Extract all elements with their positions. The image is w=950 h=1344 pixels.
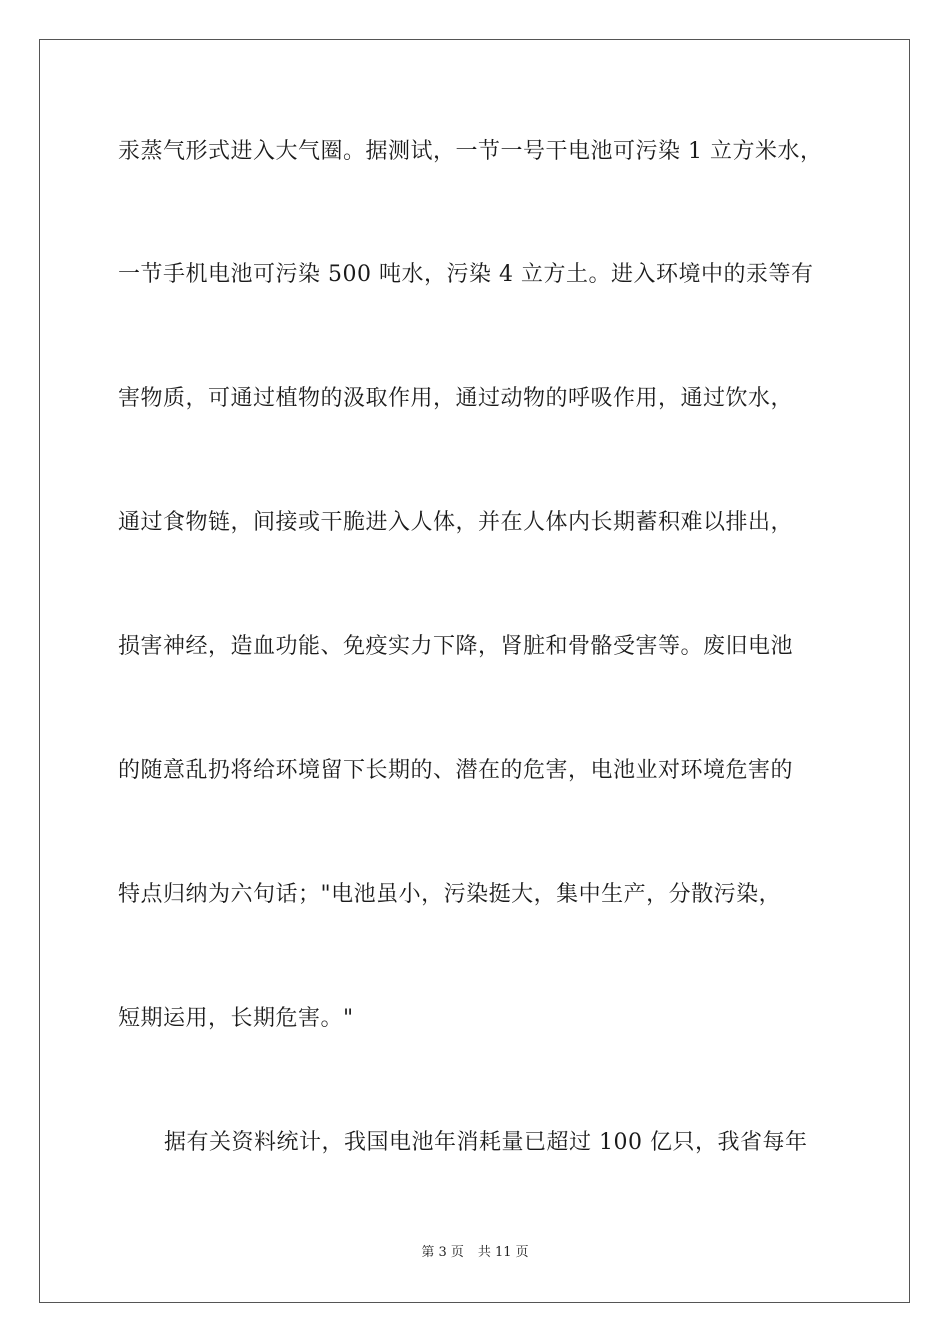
paragraph-line: 汞蒸气形式进入大气圈。据测试，一节一号干电池可污染 1 立方米水， — [118, 139, 823, 164]
paragraph-first-line: 据有关资料统计，我国电池年消耗量已超过 100 亿只，我省每年 — [164, 1130, 808, 1155]
page-footer — [0, 1245, 950, 1261]
paragraph-line: 害物质，可通过植物的汲取作用，通过动物的呼吸作用，通过饮水， — [118, 386, 794, 411]
page-number: 第 3 页 — [421, 1245, 464, 1260]
paragraph-line: 损害神经，造血功能、免疫实力下降，肾脏和骨骼受害等。废旧电池 — [118, 634, 794, 659]
paragraph-line: 短期运用，长期危害。" — [118, 1006, 354, 1031]
paragraph-line: 一节手机电池可污染 500 吨水，污染 4 立方土。进入环境中的汞等有 — [118, 262, 814, 287]
page-total: 共 11 页 — [477, 1245, 529, 1260]
paragraph-line: 的随意乱扔将给环境留下长期的、潜在的危害，电池业对环境危害的 — [118, 758, 794, 783]
page-frame — [39, 39, 910, 1303]
paragraph-line: 特点归纳为六句话；"电池虽小，污染挺大，集中生产，分散污染， — [118, 882, 782, 907]
paragraph-line: 通过食物链，间接或干脆进入人体，并在人体内长期蓄积难以排出， — [118, 510, 794, 535]
